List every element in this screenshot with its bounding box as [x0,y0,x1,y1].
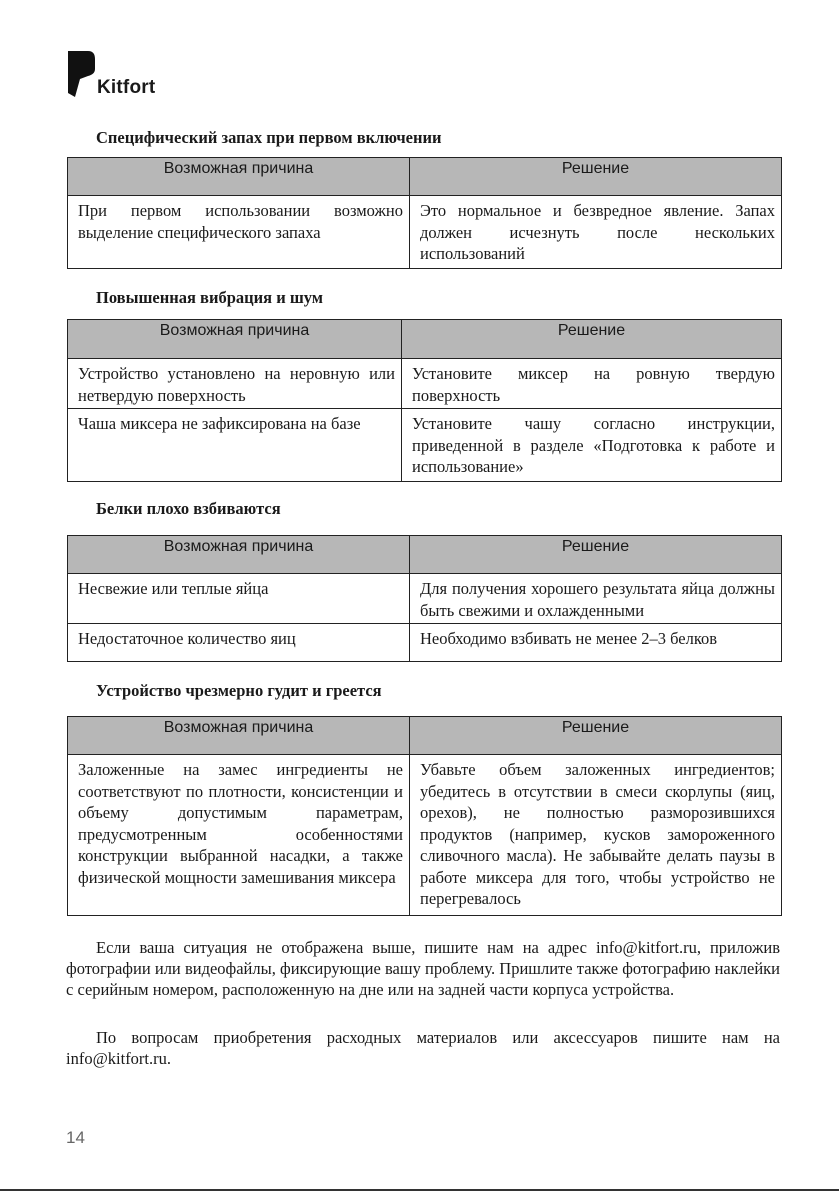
bottom-rule [0,1189,839,1191]
table-row [68,755,782,916]
kitfort-logo [66,49,176,101]
table-row [68,359,782,409]
solution-cell: Убавьте объем заложенных ингредиентов; убедитесь в отсутствии в смеси скорлупы (яиц, орехов), не полностью разморозившихся продуктов (например, кусков замороженного сливочного масла). Не забывайте делать паузы в работе миксера для того, чтобы устройство не перегревалось [410,755,782,916]
troubleshooting-table [67,319,782,482]
column-header-cause: Возможная причина [68,717,410,755]
column-header-solution: Решение [410,536,782,574]
section-title: Специфический запах при первом включении [96,128,442,147]
troubleshooting-table [67,535,782,662]
solution-cell: Установите миксер на ровную твердую поверхность [402,359,782,409]
troubleshooting-table [67,157,782,269]
column-header-solution: Решение [410,717,782,755]
column-header-cause: Возможная причина [68,320,402,359]
solution-cell: Для получения хорошего результата яйца должны быть свежими и охлажденными [410,574,782,624]
table-row [68,624,782,662]
cause-cell: При первом использовании возможно выделение специфического запаха [68,196,410,269]
cause-cell: Чаша миксера не зафиксирована на базе [68,409,402,482]
section-title: Повышенная вибрация и шум [96,288,324,307]
cause-cell: Несвежие или теплые яйца [68,574,410,624]
table-row [68,196,782,269]
page-number: 14 [66,1128,85,1147]
brand-name: Kitfort [97,77,156,98]
contact-paragraph: Если ваша ситуация не отображена выше, пишите нам на адрес info@kitfort.ru, приложив фотографии или видеофайлы, фиксирующие вашу проблему. Пришлите также фотографию наклейки с серийным номером, расположенную на дне или на задней части корпуса устройства. [66,938,780,999]
troubleshooting-table [67,716,782,916]
cause-cell: Заложенные на замес ингредиенты не соответствуют по плотности, консистенции и объему допустимым параметрам, предусмотренным особенностями конструкции выбранной насадки, а также физической мощности замешивания миксера [68,755,410,916]
solution-cell: Это нормальное и безвредное явление. Запах должен исчезнуть после нескольких использований [410,196,782,269]
table-row [68,409,782,482]
column-header-solution: Решение [410,158,782,196]
accessories-paragraph: По вопросам приобретения расходных материалов или аксессуаров пишите нам на info@kitfort.ru. [66,1028,780,1068]
column-header-cause: Возможная причина [68,158,410,196]
section-title: Белки плохо взбиваются [96,499,281,518]
solution-cell: Установите чашу согласно инструкции, приведенной в разделе «Подготовка к работе и использование» [402,409,782,482]
solution-cell: Необходимо взбивать не менее 2–3 белков [410,624,782,662]
cause-cell: Недостаточное количество яиц [68,624,410,662]
section-title: Устройство чрезмерно гудит и греется [96,681,382,700]
kitfort-logo-icon [66,49,96,99]
cause-cell: Устройство установлено на неровную или нетвердую поверхность [68,359,402,409]
column-header-cause: Возможная причина [68,536,410,574]
table-row [68,574,782,624]
column-header-solution: Решение [402,320,782,359]
